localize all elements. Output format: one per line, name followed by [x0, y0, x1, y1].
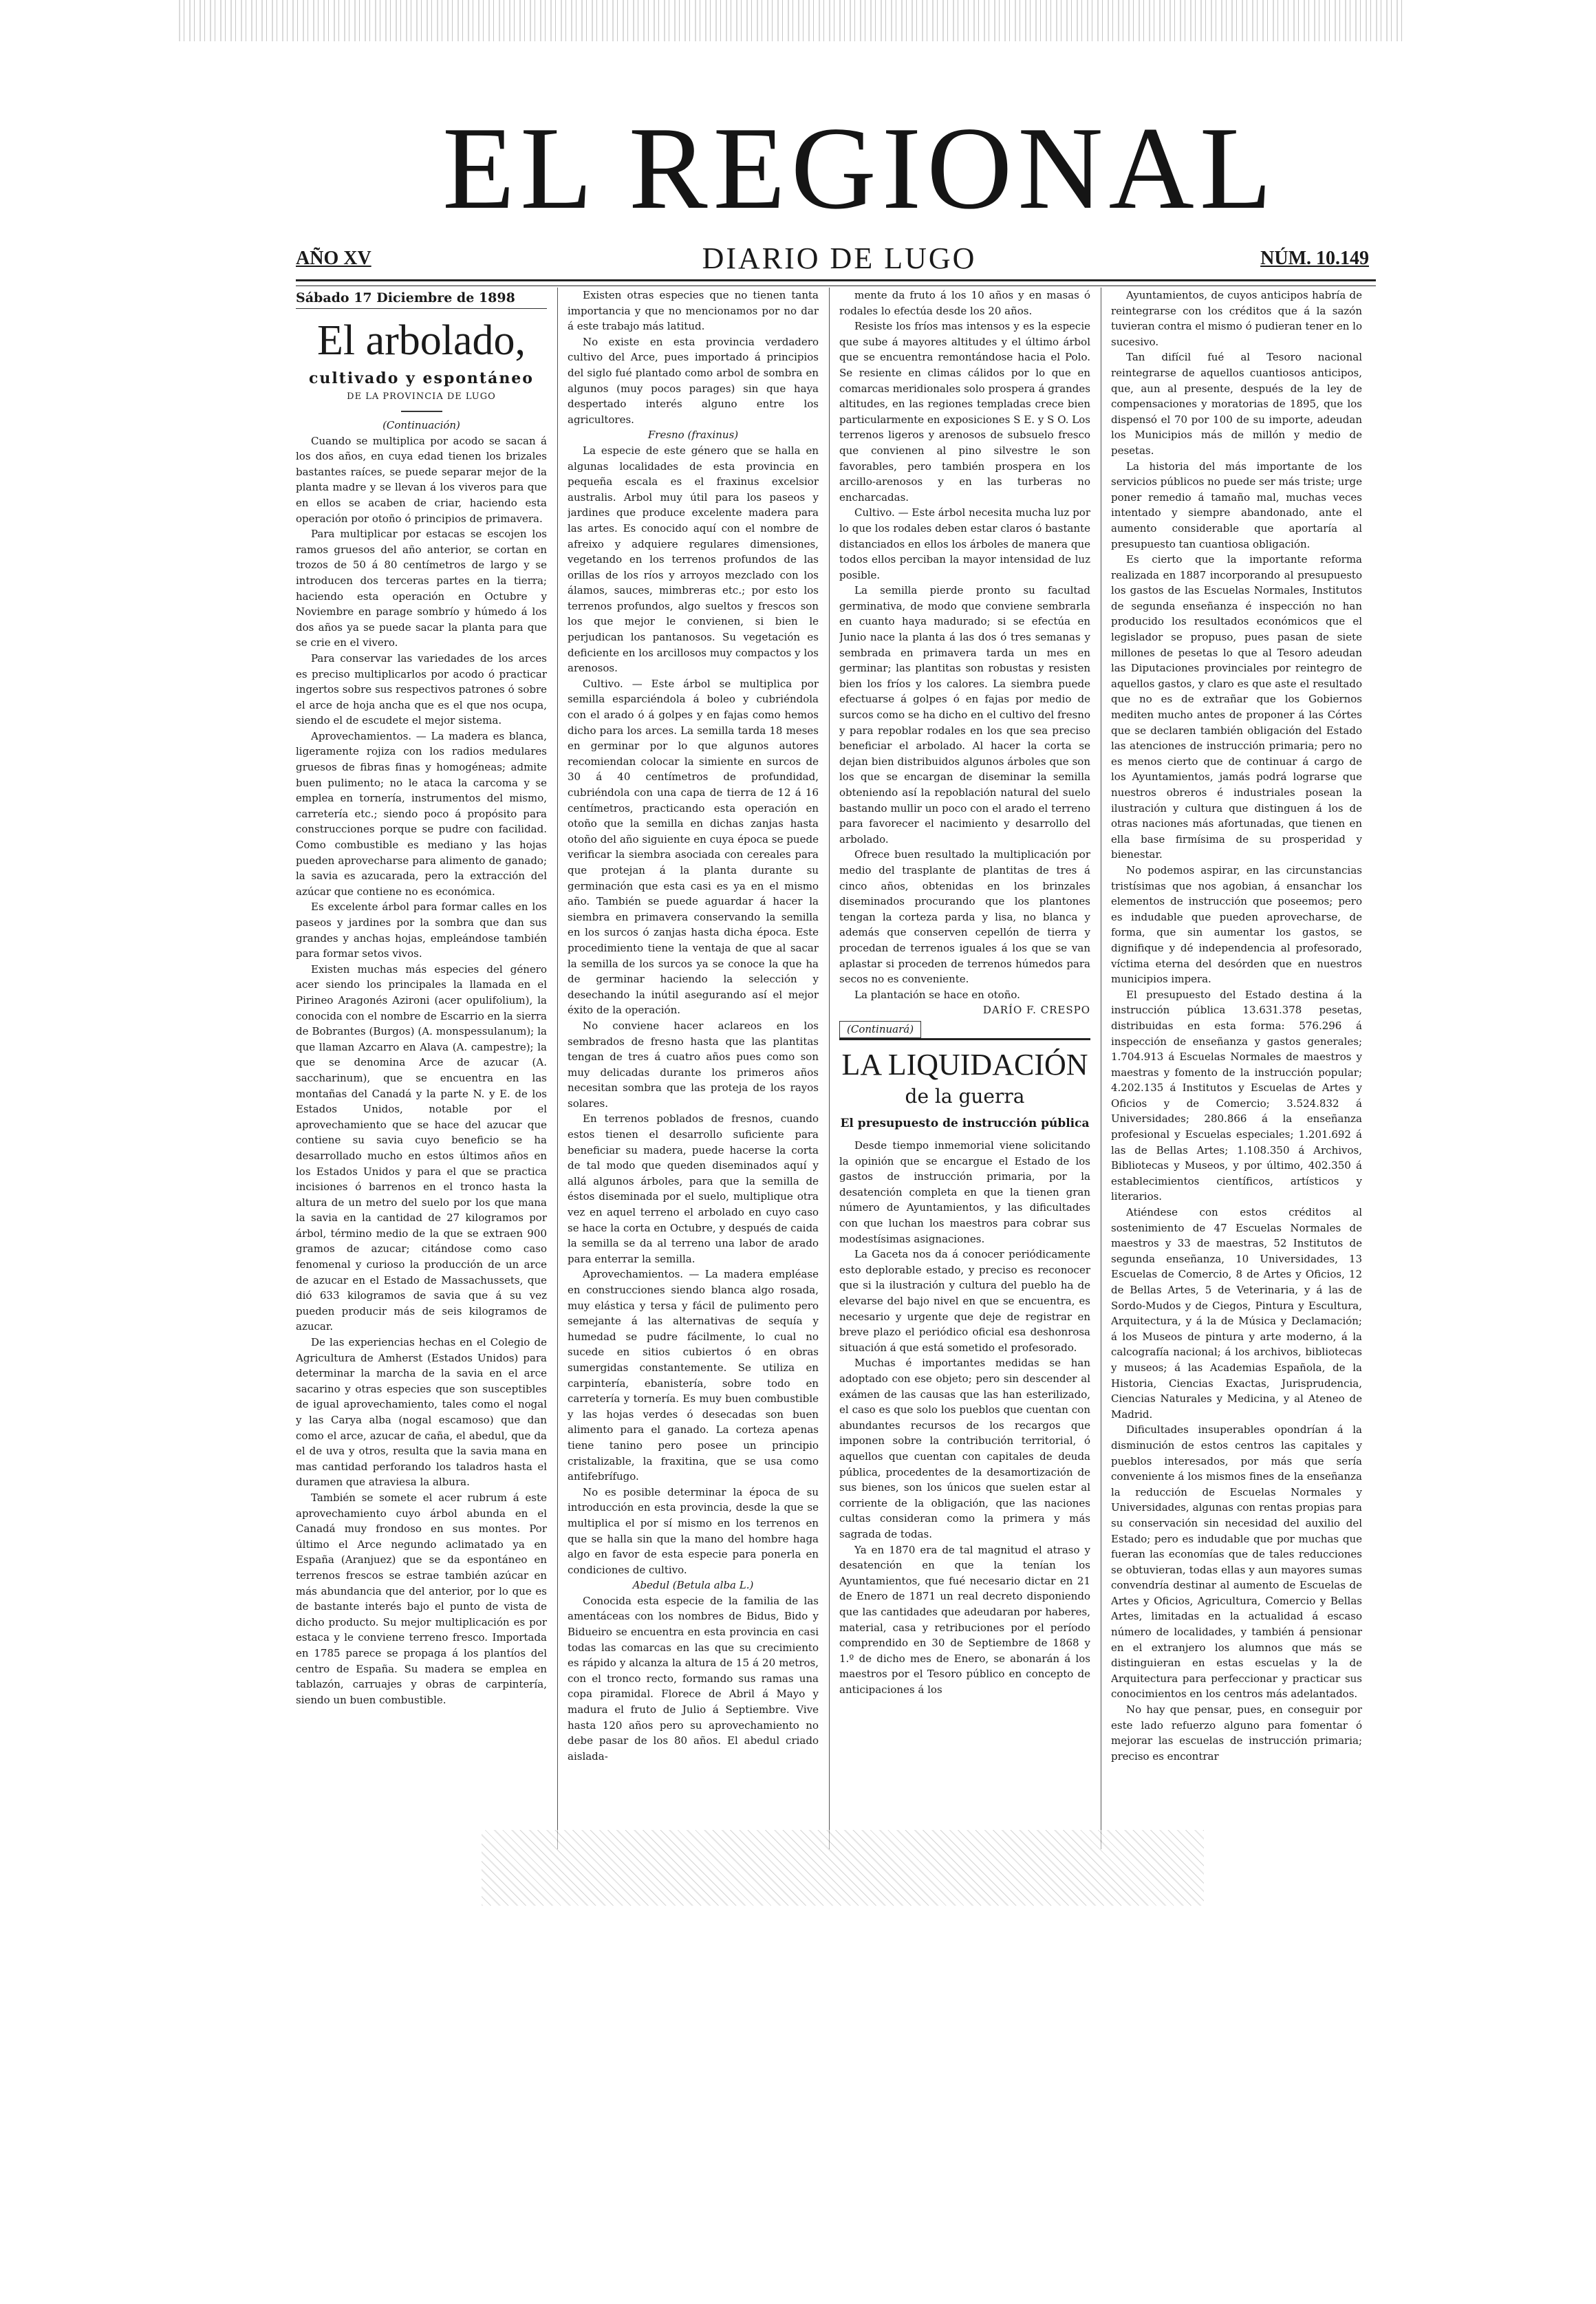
issue-date: Sábado 17 Diciembre de 1898 [296, 288, 547, 309]
paragraph: Cultivo. — Este árbol necesita mucha luz por lo que los rodales deben estar claros ó bastante distanciados en ellos los árboles de manera que todos ellos perciban la mayor intensidad de luz posible. [839, 506, 1090, 581]
paragraph: Muchas é importantes medidas se han adoptado con ese objeto; pero sin descender al exámen de las causas que las han esterilizado, el caso es que solo los pueblos que cuentan con abundantes recursos de los recargos que imponen sobre la contribución territorial, ó aquellos que cuentan con capitales de deuda pública, procedentes de la desamortización de sus bienes, son los únicos que suelen estar al corriente de la obligación, que las naciones cultas consideran como la primera y más sagrada de todas. [839, 1357, 1090, 1540]
article1-title: El arbolado, [316, 317, 526, 364]
paragraph: Es excelente árbol para formar calles en los paseos y jardines por la sombra que dan sus grandes y anchas hojas, empleándose también para formar setos vivos. [296, 901, 547, 960]
newspaper-page [296, 103, 1376, 1823]
paragraph: Atiéndese con estos créditos al sostenimiento de 47 Escuelas Normales de maestros y 33 de maestras, 52 Institutos de segunda enseñanza, 10 Universidades, 13 Escuelas de Comercio, 8 de Artes y Oficios, 12 de Bellas Artes, 5 de Veterinaria, y á las de Sordo-Mudos y de Ciegos, Pintura y Escultura, Arquitectura, y á la de Música y Declamación; á los Museos de pintura y arte moderno, á la calcografía nacional; á los archivos, bibliotecas y museos; á las Academias Española, de la Historia, Ciencias Exactas, Jurisprudencia, Ciencias Naturales y Medicina, y al Ateneo de Madrid. [1111, 1206, 1362, 1421]
paragraph: No podemos aspirar, en las circunstancias tristísimas que nos agobian, á ensanchar los elementos de instrucción que poseemos; pero es indudable que pueden aprovecharse, de forma, que sin aumentar los gastos, se dignifique y dé independencia al profesorado, víctima eterna del desórden que en nuestros municipios impera. [1111, 863, 1362, 986]
fresno-heading: Fresno (fraxinus) [647, 429, 739, 442]
paragraph: El presupuesto del Estado destina á la instrucción pública 13.631.378 pesetas, distribuidas en esta forma: 576.296 á inspección de enseñanza y gastos generales; 1.704.913 á Escuelas Normales de maestros y maestras y fomento de la instrucción popular; 4.202.135 á Institutos y Escuelas de Artes y Oficios y de Comercio; 3.524.832 á Universidades; 280.866 á la enseñanza profesional y Escuelas especiales; 1.201.692 á las de Bellas Artes; 1.108.350 á Archivos, Bibliotecas y Museos, y por último, 402.350 á establecimientos científicos, artísticos y literarios. [1111, 988, 1362, 1203]
masthead-subhead [296, 241, 1376, 275]
paragraph: mente da fruto á los 10 años y en masas ó rodales lo efectúa desde los 20 años. [839, 289, 1090, 317]
paragraph: Para multiplicar por estacas se escojen los ramos gruesos del año anterior, se cortan en trozos de 50 á 80 centímetros de largo y se introducen dos terceras partes en la tierra; haciendo esta operación en Octubre y Noviembre en parage sombrío y húmedo á los dos años ya se puede sacar la planta para que se crie en el vivero. [296, 528, 547, 649]
paragraph: Existen otras especies que no tienen tanta importancia y que no mencionamos por no dar á este trabajo más latitud. [568, 289, 819, 333]
article2-deck: El presupuesto de instrucción pública [840, 1116, 1090, 1130]
paragraph: Resiste los fríos mas intensos y es la especie que sube á mayores altitudes y el último árbol que se encuentra remontándose hacia el Polo. Se resiente en climas cálidos por lo que en comarcas meridionales solo prospera á grandes altitudes, en las regiones templadas crece bien particularmente en exposiciones S E. y S O. Los terrenos ligeros y arenosos de subsuelo fresco que convienen al pino silvestre le son favorables, pero también prospera en los arcillo-arenosos y en las turberas no encharcadas. [839, 320, 1090, 504]
article2-col3-body [839, 1138, 1090, 1697]
paragraph: No es posible determinar la época de su introducción en esta provincia, desde la que se multiplica el por sí mismo en los terrenos en que se halla sin que la mano del hombre haga algo en favor de esta especie para ponerla en condiciones de cultivo. [568, 1485, 819, 1576]
paragraph: Para conservar las variedades de los arces es preciso multiplicarlos por acodo ó practicar ingertos sobre sus respectivos patrones ó sobre el arce de hoja ancha que es el que nos ocupa, siendo el de escudete el mejor sistema. [296, 652, 547, 727]
paragraph: La semilla pierde pronto su facultad germinativa, de modo que conviene sembrarla en cuanto haya madurado; si se efectúa en Junio nace la planta á las dos ó tres semanas y sembrada en primavera tarda un mes en germinar; las plantitas son robustas y resisten bien los fríos y los calores. La siembra puede efectuarse á golpes ó en fajas por medio de surcos como se ha dicho en el cultivo del fresno y para repoblar rodales en los que sea preciso beneficiar el arbolado. Al hacer la corta se dejan bien distribuidos algunos árboles que son los que se encargan de diseminar la semilla obteniendo así la repoblación natural del suelo bastando mullir un poco con el arado el terreno para favorecer el nacimiento y desarrollo del arbolado. [839, 584, 1090, 846]
article1-col2-body [568, 288, 819, 427]
paragraph: La historia del más importante de los servicios públicos no puede ser más triste; urge poner remedio á tamaño mal, muchas veces intentado y siempre abandonado, ante el aumento considerable que aportaría al presupuesto tan cuantiosa obligación. [1111, 460, 1362, 550]
paragraph: También se somete el acer rubrum á este aprovechamiento cuyo árbol abunda en el Canadá muy frondoso en sus montes. Por último el Arce negundo aclimatado ya en España (Aranjuez) que se da espontáneo en terrenos frescos se estrae también azúcar en más abundancia que del anterior, por lo que es de bastante interés bajo el punto de vista de dicho producto. Su mejor multiplicación es por estaca y le conviene terreno fresco. Importada en 1785 parece se propaga á los plantíos del centro de España. Su madera se emplea en tablazón, carruajes y obras de carpintería, siendo un buen combustible. [296, 1491, 547, 1706]
article1-fresno-body [568, 443, 819, 1578]
separator-rule [401, 411, 442, 412]
paragraph: Ya en 1870 era de tal magnitud el atraso y desatención en que la tenían los Ayuntamientos, que fué necesario dictar en 21 de Enero de 1871 un real decreto disponiendo que las cantidades que adeudaran por haberes, material, casa y retribuciones por el período comprendido en 30 de Septiembre de 1868 y 1.º de dicho mes de Enero, se abonarán á los maestros por el Tesoro público en concepto de anticipaciones á los [839, 1543, 1090, 1696]
issue-number: NÚM. 10.149 [1260, 248, 1369, 269]
paragraph: No hay que pensar, pues, en conseguir por este lado refuerzo alguno para fomentar ó mejorar las escuelas de instrucción primaria; preciso es encontrar [1111, 1703, 1362, 1763]
article1-col1-body [296, 433, 547, 1708]
article2-subtitle: de la guerra [905, 1084, 1025, 1108]
paragraph: Desde tiempo inmemorial viene solicitando la opinión que se encargue el Estado de los gastos de instrucción primaria, por la desatención completa en que la tienen gran número de Ayuntamientos, y las dificultades con que luchan los maestros para cobrar sus modestísimas asignaciones. [839, 1139, 1090, 1245]
column-3 [839, 288, 1090, 1849]
column-2 [568, 288, 819, 1849]
paragraph: Aprovechamientos. — La madera es blanca, ligeramente rojiza con los radios medulares gruesos de fibras finas y homogéneas; admite buen pulimento; no le ataca la carcoma y se emplea en tornería, instrumentos del mismo, carretería etc.; siendo poco á propósito para construcciones porque se pudre con facilidad. Como combustible es mediano y las hojas pueden aprovecharse para alimento de ganado; la savia es azucarada, pero la extracción del azúcar que contiene no es económica. [296, 729, 547, 898]
year-label: AÑO XV [296, 248, 371, 269]
paragraph: Existen muchas más especies del género acer siendo los principales la llamada en el Pirineo Aragonés Azironi (acer opulifolium), la conocida con el nombre de Escarrio en la sierra de Bobrantes (Burgos) (A. monspessulanum); la que llaman Azcarro en Alava (A. campestre); la que se denomina Arce de azucar (A. saccharinum), que se encuentra en las montañas del Canadá y la parte N. y E. de los Estados Unidos, notable por el aprovechamiento que se hace del azucar que contiene su savia cuyo beneficio se ha desarrollado mucho en estos últimos años en los Estados Unidos y para el que se practica incisiones ó barrenos en el tronco hasta la altura de un metro del suelo por los que mana la savia en la cantidad de 27 kilogramos por árbol, término medio de la que se extraen 900 gramos de azucar; citándose como caso fenomenal y curioso la producción de un arce de azucar en el Estado de Massachussets, que dió 633 kilogramos de savia que á su vez pueden producir más de seis kilogramos de azucar. [296, 962, 547, 1333]
article1-subtitle: cultivado y espontáneo [309, 369, 534, 387]
paragraph: Ofrece buen resultado la multiplicación por medio del trasplante de plantitas de tres á cinco años, obtenidas en los brinzales diseminados procurando que los plantones tengan la corteza parda y lisa, no blanca y además que conserven cepellón de tierra y procedan de terrenos iguales á los que se van aplastar si proceden de terrenos húmedos para secos no es conveniente. [839, 848, 1090, 986]
article1-region: DE LA PROVINCIA DE LUGO [347, 391, 496, 402]
paragraph: No existe en esta provincia verdadero cultivo del Arce, pues importado á principios del siglo fué plantado como arbol de sombra en algunos (muy pocos parages) sin que haya despertado interés alguno entre los agricultores. [568, 335, 819, 426]
paragraph: En terrenos poblados de fresnos, cuando estos tienen el desarrollo suficiente para beneficiar su madera, puede hacerse la corta de tal modo que queden diseminados aquí y allá algunos árboles, para que la semilla de éstos diseminada por el suelo, multiplique otra vez en aquel terreno el arbolado en cuyo caso se hace la corta en Octubre, y después de caida la semilla se da al terreno una labor de arado para enterrar la semilla. [568, 1112, 819, 1265]
scan-noise-bottom [482, 1830, 1204, 1906]
paragraph: La especie de este género que se halla en algunas localidades de esta provincia en pequeña escala es el fraxinus excelsior australis. Arbol muy útil para los paseos y jardines que produce excelente madera para las artes. Es conocido aquí con el nombre de afreixo y adquiere regulares dimensiones, vegetando en los terrenos profundos de las orillas de los ríos y arroyos mezclado con los álamos, sauces, mimbreras etc.; por esto los terrenos profundos, algo sueltos y frescos son los que mejor le convienen, si bien le perjudican los pantanosos. Su vegetación es deficiente en los arcillosos muy compactos y los arenosos. [568, 444, 819, 675]
masthead-rule [296, 279, 1376, 286]
newspaper-subtitle: DIARIO DE LUGO [702, 241, 977, 275]
continuara-label: (Continuará) [839, 1021, 921, 1038]
paragraph: Aprovechamientos. — La madera empléase en construcciones siendo blanca algo rosada, muy elástica y tersa y fácil de pulimento pero semejante á las alternativas de sequía y humedad se pudre fácilmente, lo cual no sucede en sitios cubiertos ó en obras sumergidas constantemente. Se utiliza en carpintería, ebanistería, sobre todo en carretería y tornería. Es muy buen combustible y las hojas verdes ó desecadas son buen alimento para el ganado. La corteza apenas tiene tanino pero posee un principio cristalizable, la fraxitina, que se usa como antifebrífugo. [568, 1268, 819, 1483]
paragraph: Tan difícil fué al Tesoro nacional reintegrarse de aquellos cuantiosos anticipos, que, aun al presente, después de la ley de compensaciones y moratorias de 1895, que los dispensó el 70 por 100 de su importe, adeudan los Municipios más de millón y medio de pesetas. [1111, 351, 1362, 457]
column-divider [829, 288, 830, 1849]
paragraph: Cuando se multiplica por acodo se sacan á los dos años, en cuya edad tienen los brizales bastantes raíces, se puede separar mejor de la planta madre y se llevan á los viveros para que en ellos se acaben de criar, haciendo esta operación por otoño ó principios de primavera. [296, 434, 547, 525]
article1-col3-body [839, 288, 1090, 1002]
column-divider [557, 288, 558, 1849]
paragraph: No conviene hacer aclareos en los sembrados de fresno hasta que las plantitas tengan de tres á cuatro años pues como son muy delicadas durante los primeros años necesitan sombra que las proteja de los rayos solares. [568, 1019, 819, 1110]
author-signature: DARÍO F. CRESPO [982, 1004, 1090, 1017]
paragraph: Dificultades insuperables opondrían á la disminución de estos centros las capitales y pueblos interesados, por más que sería conveniente á los mismos fines de la enseñanza la reducción de Escuelas Normales y Universidades, algunas con rentas propias para su conservación sin necesidad del auxilio del Estado; pero es indudable que por muchas que fueran las economías que de tales reducciones se obtuvieran, todas ellas y aun mayores sumas convendría destinar al aumento de Escuelas de Artes y Oficios, Agricultura, Comercio y Bellas Artes, limitadas en la actualidad á escaso número de localidades, y también á pensionar en el extranjero los alumnos que más se distinguieran en estas escuelas y la de Arquitectura para perfeccionar y practicar sus conocimientos en los centros más adelantados. [1111, 1423, 1362, 1701]
article1-abedul-body [568, 1593, 819, 1765]
paragraph: Cultivo. — Este árbol se multiplica por semilla esparciéndola á boleo y cubriéndola con el arado ó á golpes y en fajas como hemos dicho para los arces. La semilla tarda 18 meses en germinar por lo que algunos autores recomiendan colocar la simiente en surcos de 30 á 40 centímetros de profundidad, cubriéndola con una capa de tierra de 12 á 16 centímetros, practicando esta operación en otoño que la semilla en dichas zanjas hasta otoño del año siguiente en cuya época se puede verificar la siembra asociada con cereales para que protejan á la planta durante su germinación que esta casi es ya en el mismo año. También se puede aguardar á hacer la siembra en primavera conservando la semilla en los surcos ó zanjas hasta dicha época. Este procedimiento tiene la ventaja de que al sacar la semilla de los surcos ya se conoce la que ha de germinar haciendo la selección y desechando la inútil asegurando así el mejor éxito de la operación. [568, 677, 819, 1017]
paragraph: La Gaceta nos da á conocer periódicamente esto deplorable estado, y preciso es reconocer que si la ilustración y cultura del pueblo ha de elevarse del bajo nivel en que se encuentra, es necesario y urgente que deje de registrar en breve plazo el periódico oficial esa deshonrosa situación á que está sometido el profesorado. [839, 1248, 1090, 1354]
paragraph: Conocida esta especie de la familia de las amentáceas con los nombres de Bidus, Bido y Bidueiro se encuentra en esta provincia en casi todas las comarcas en las que su crecimiento es rápido y alcanza la altura de 15 á 20 metros, con el tronco recto, formando sus ramas una copa piramidal. Florece de Abril á Mayo y madura el fruto de Julio á Septiembre. Vive hasta 120 años pero su aprovechamiento no debe pasar de los 80 años. El abedul criado aislada- [568, 1594, 819, 1763]
abedul-heading: Abedul (Betula alba L.) [632, 1579, 754, 1592]
masthead-title: EL REGIONAL [442, 103, 1277, 234]
paragraph: De las experiencias hechas en el Colegio de Agricultura de Amherst (Estados Unidos) para determinar la marcha de la savia en el arce sacarino y otras especies que son susceptibles de igual aprovechamiento, tales como el nogal y las Carya alba (nogal escamoso) que dan como el arce, azucar de caña, el abedul, que da el de uva y otros, resulta que la savia mana en mas cantidad perforando los taladros hasta el duramen que atraviesa la albura. [296, 1336, 547, 1489]
scan-noise-top [179, 0, 1403, 41]
continuation-label: (Continuación) [382, 419, 460, 431]
paragraph: Ayuntamientos, de cuyos anticipos habría de reintegrarse con los créditos que á la sazón tuvieran contra el mismo ó pudieran tener en lo sucesivo. [1111, 289, 1362, 348]
column-1 [296, 288, 547, 1849]
article2-col4-body [1111, 288, 1362, 1764]
column-4 [1111, 288, 1362, 1849]
paragraph: La plantación se hace en otoño. [854, 988, 1020, 1001]
article2-title: LA LIQUIDACIÓN [839, 1038, 1090, 1084]
paragraph: Es cierto que la importante reforma realizada en 1887 incorporando al presupuesto los gastos de las Escuelas Normales, Institutos de segunda enseñanza é inspección no han producido los resultados económicos que el legislador se propuso, pues pasan de siete millones de pesetas lo que al Tesoro adeudan las Diputaciones provinciales por reintegro de aquellos gastos, y claro es que aste el resultado que no es de extrañar que los Gobiernos mediten mucho antes de proponer á las Córtes que se declaren también obligación del Estado las atenciones de instrucción primaria; pero no es menos cierto que de continuar á cargo de los Ayuntamientos, jamás podrá lograrse que nuestros obreros é industriales posean la ilustración y cultura que distinguen á los de otras naciones más afortunadas, que tienen en ella base firmísima de su prosperidad y bienestar. [1111, 553, 1362, 861]
